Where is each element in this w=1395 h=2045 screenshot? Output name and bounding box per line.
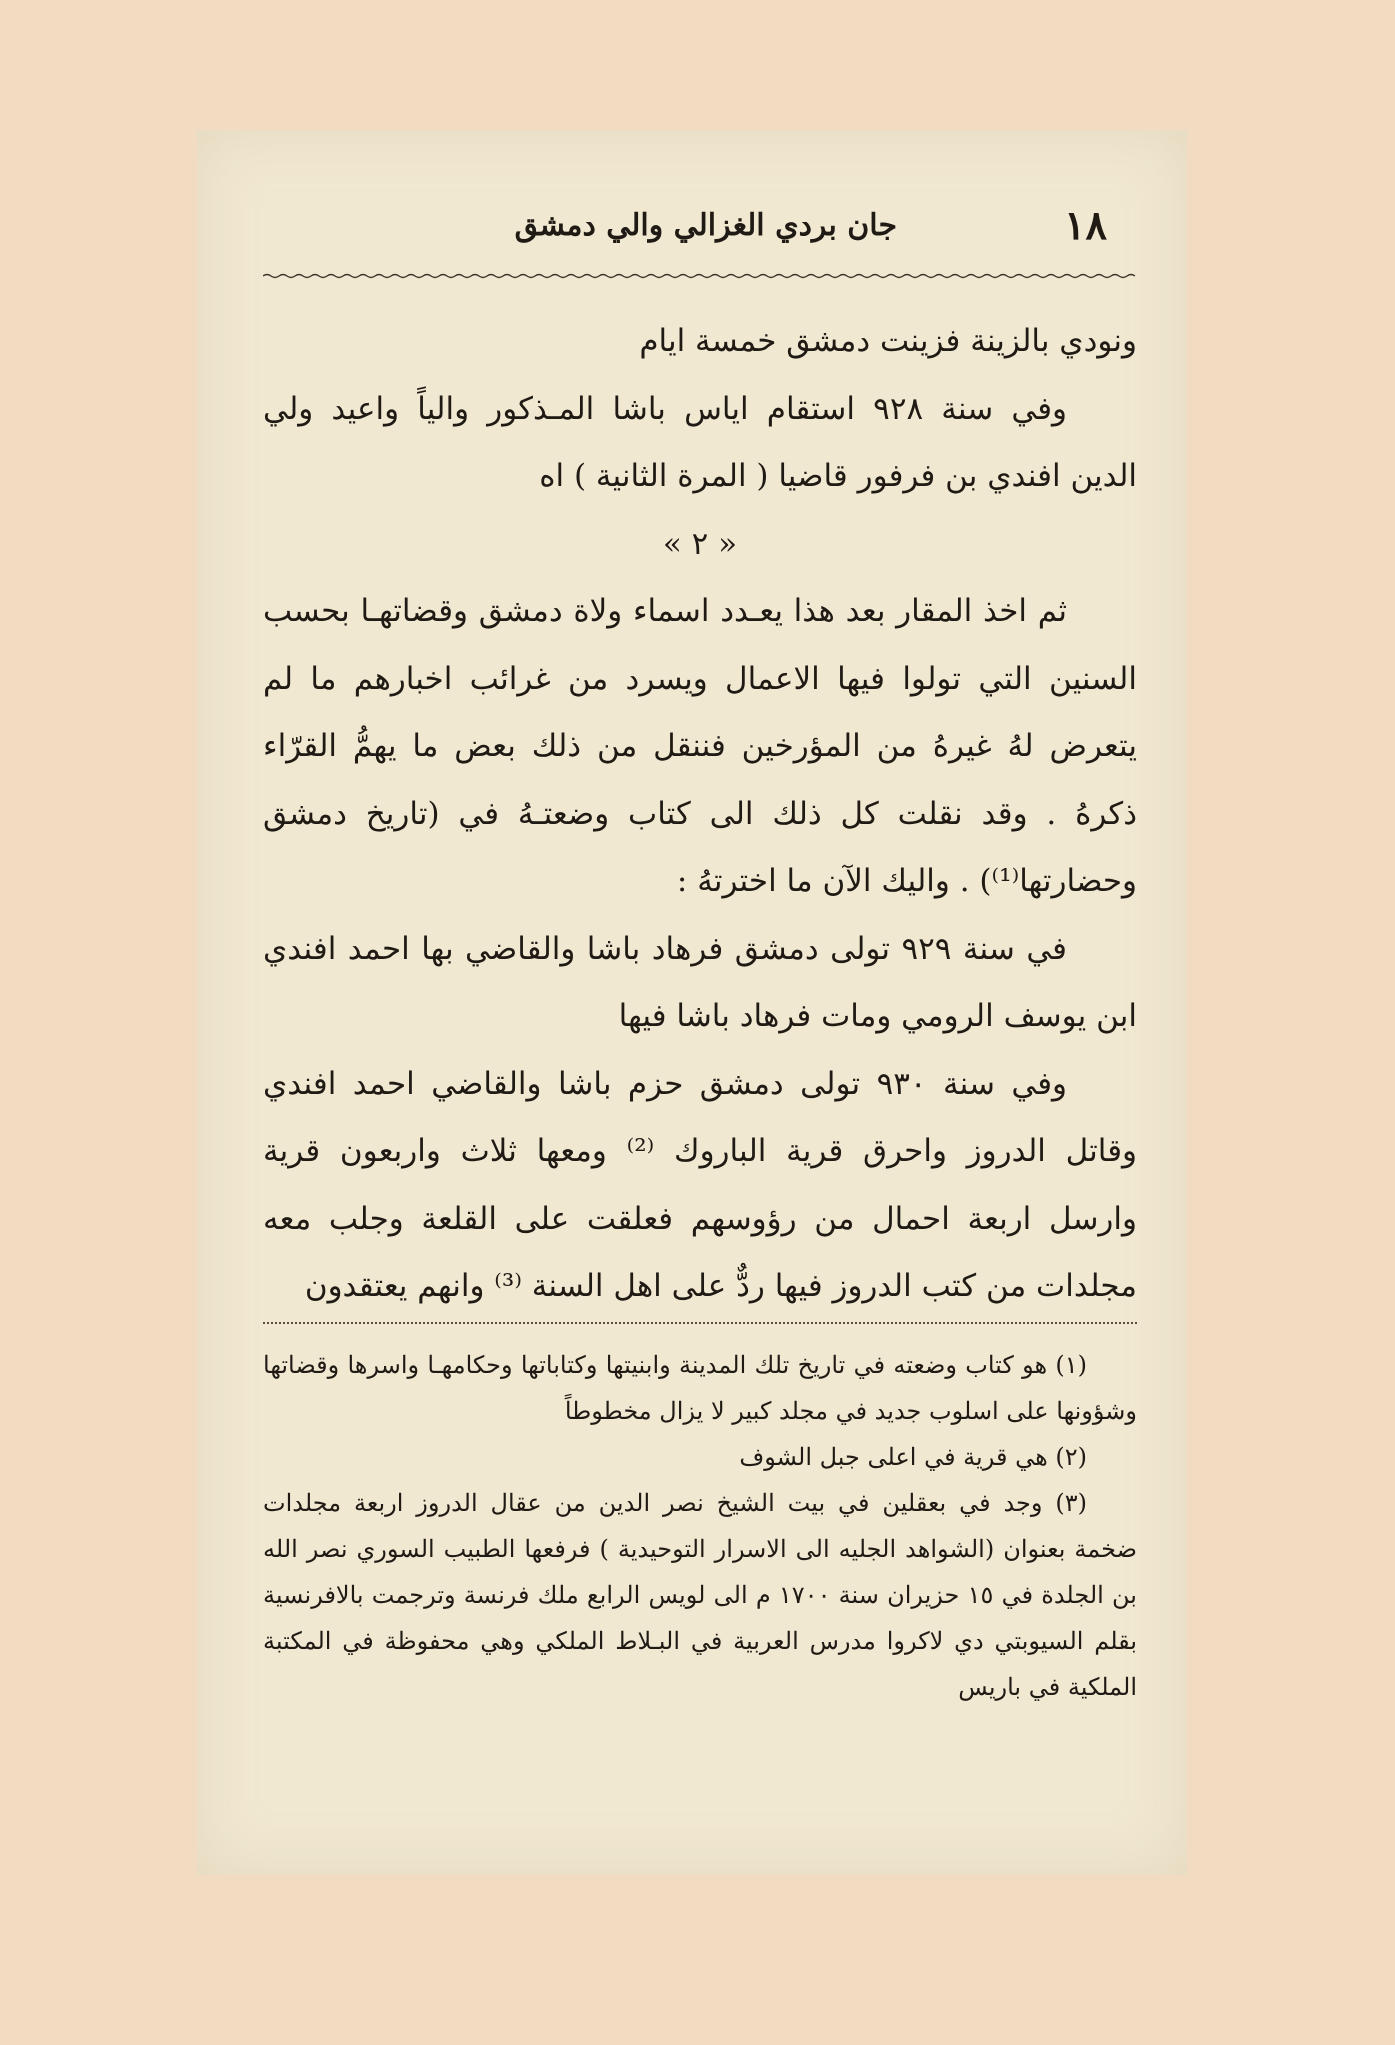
section-marker: « ٢ » — [662, 525, 738, 562]
paragraph-2: وفي سنة ٩٢٨ استقام اياس باشا المـذكور والياً واعيد ولي الدين افندي بن فرفور قاضيا ( المرة الثانية ) اه — [263, 390, 1137, 494]
footnote-separator — [263, 1322, 1137, 1324]
footnote-3: (٣) وجد في بعقلين في بيت الشيخ نصر الدين من عقال الدروز اربعة مجلدات ضخمة بعنوان (الشواهد الجليه الى الاسرار التوحيدية ) فرفعها الطبيب السوري نصر الله بن الجلدة في ١٥ حزيران سنة ١٧٠٠ م الى لويس الرابع ملك فرنسة وترجمت بالافرنسية بقلم السيوبتي دي لاكروا مدرس العربية في البـلاط الملكي وهي محفوظة في المكتبة الملكية في باريس — [263, 1489, 1137, 1701]
footnote-2: (٢) هي قرية في اعلى جبل الشوف — [739, 1443, 1087, 1471]
running-title: جان بردي الغزالي والي دمشق — [514, 208, 897, 243]
paragraph-1: ونودي بالزينة فزينت دمشق خمسة ايام — [639, 323, 1137, 359]
page-header — [257, 202, 1127, 272]
page-number: ١٨ — [1064, 202, 1107, 249]
book-page — [197, 130, 1187, 1875]
paragraph-3: ثم اخذ المقار بعد هذا يعـدد اسماء ولاة دمشق وقضاتهـا بحسب السنين التي تولوا فيها الاعمال ويسرد من غرائب اخبارهم ما لم يتعرض لهُ غيرهُ من المؤرخين فننقل من ذلك بعض ما يهمُّ القرّاء ذكرهُ . وقد نقلت كل ذلك الى كتاب وضعتـهُ في (تاريخ دمشق وحضارتها⁽¹⁾) . واليك الآن ما اخترتهُ : — [263, 593, 1137, 899]
paragraph-4: في سنة ٩٢٩ تولى دمشق فرهاد باشا والقاضي بها احمد افندي ابن يوسف الرومي ومات فرهاد باشا فيها — [263, 930, 1137, 1034]
paragraph-5: وفي سنة ٩٣٠ تولى دمشق حزم باشا والقاضي احمد افندي وقاتل الدروز واحرق قرية الباروك ⁽²⁾ ومعها ثلاث واربعون قرية وارسل اربعة احمال من رؤوسهم فعلقت على القلعة وجلب معه مجلدات من كتب الدروز فيها ردٌّ على اهل السنة ⁽³⁾ وانهم يعتقدون — [263, 1065, 1137, 1304]
footnote-1: (١) هو كتاب وضعته في تاريخ تلك المدينة وابنيتها وكتاباتها وحكامهـا واسرها وقضاتها وشؤونها على اسلوب جديد في مجلد كبير لا يزال مخطوطاً — [263, 1351, 1137, 1425]
footnotes — [263, 1342, 1137, 1710]
header-wavy-rule — [263, 273, 1137, 279]
main-text — [263, 308, 1137, 1321]
